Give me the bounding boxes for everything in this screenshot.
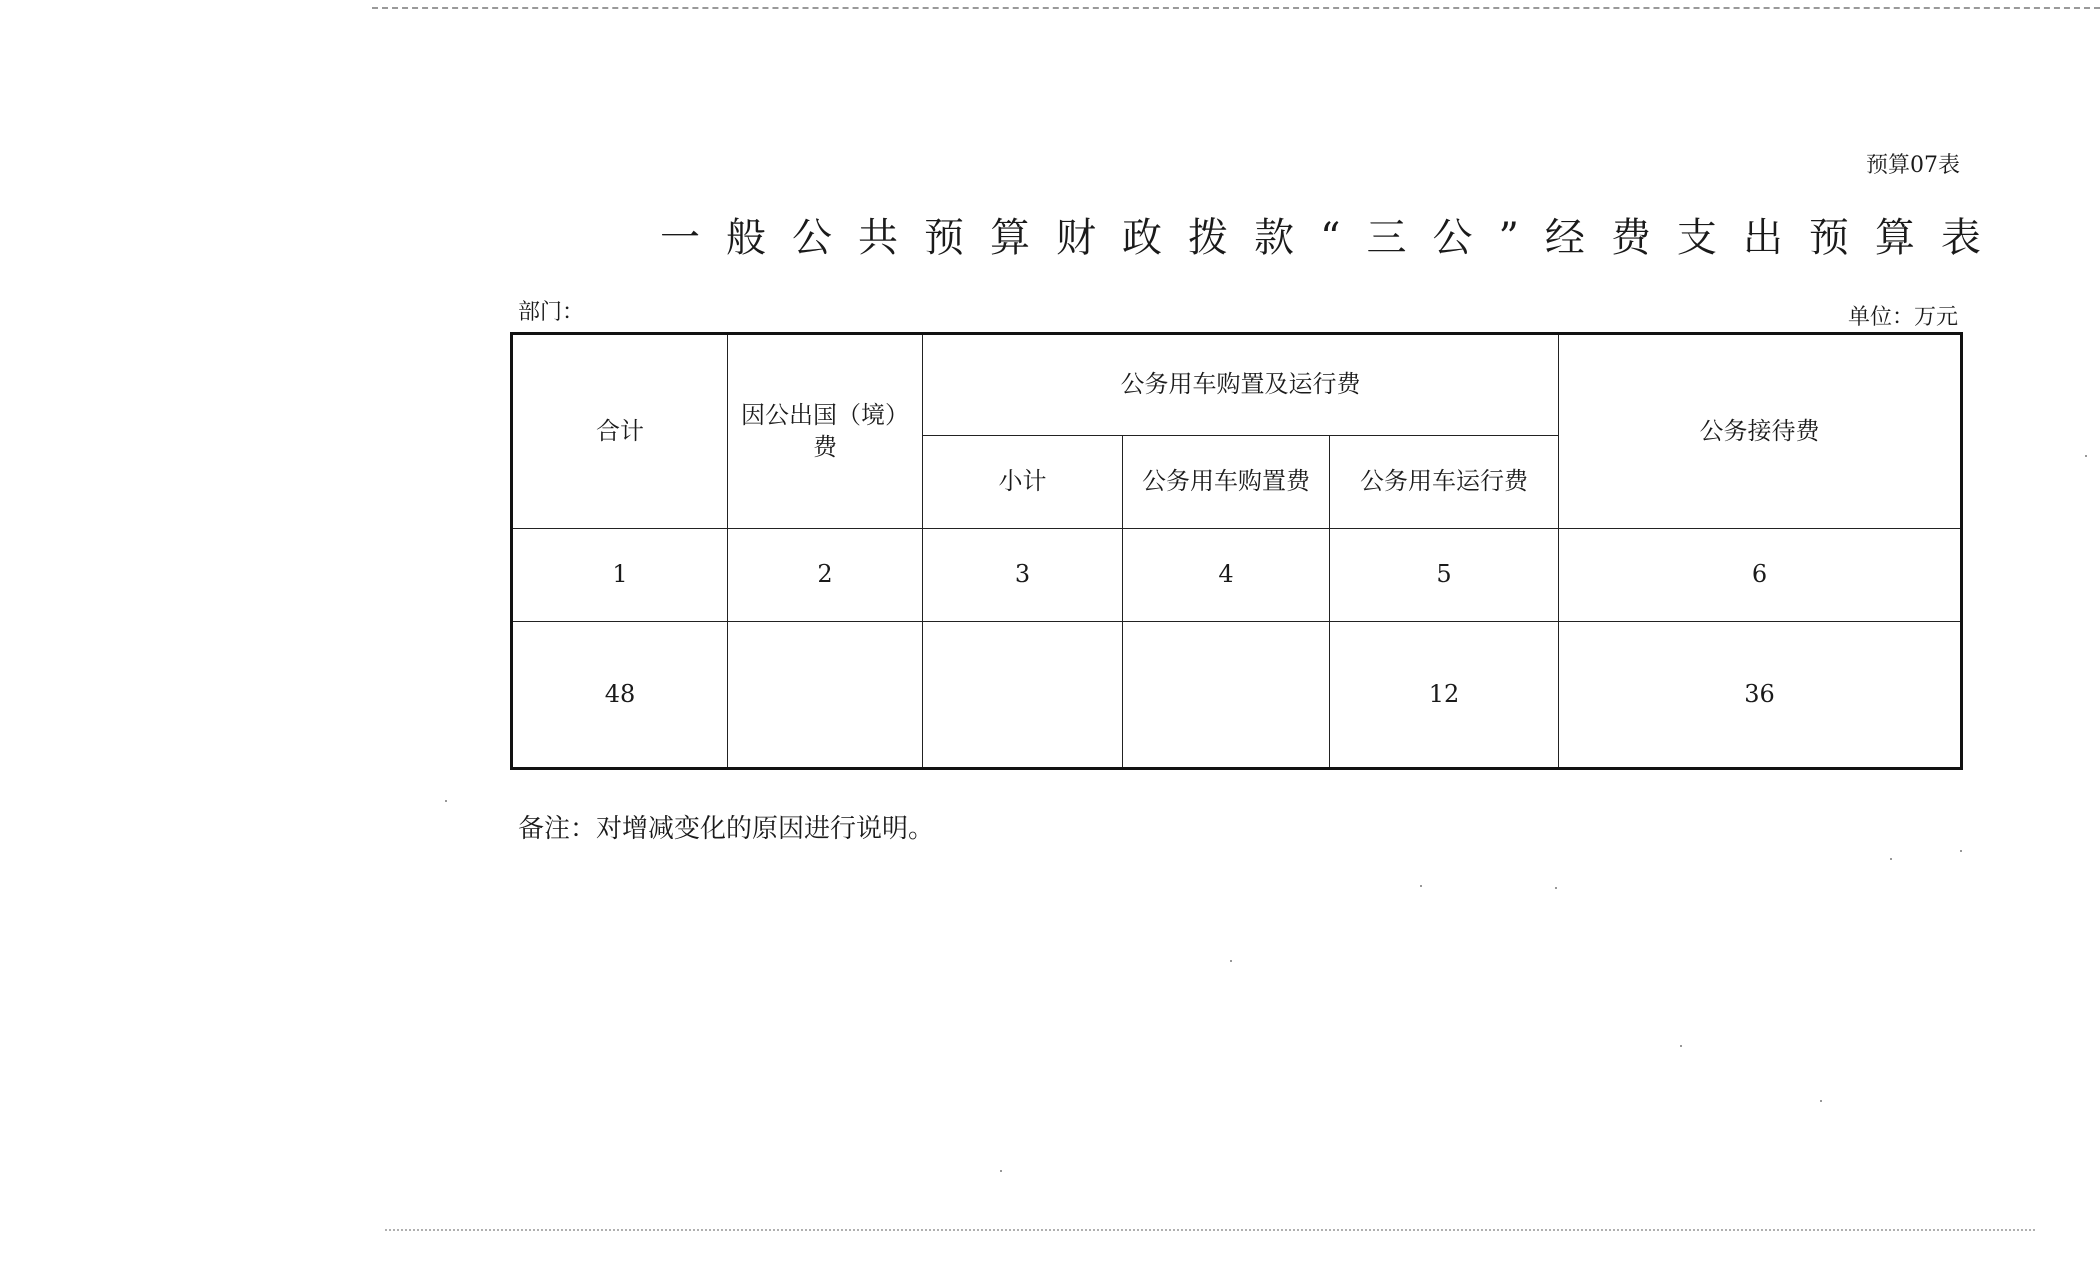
column-number: 4 <box>1123 529 1330 622</box>
header-vehicle-operation: 公务用车运行费 <box>1330 436 1559 529</box>
footnote: 备注：对增减变化的原因进行说明。 <box>518 814 935 844</box>
column-number: 6 <box>1559 529 1962 622</box>
header-vehicle-purchase: 公务用车购置费 <box>1123 436 1330 529</box>
value-row <box>512 622 1962 769</box>
column-number: 1 <box>512 529 728 622</box>
header-row <box>512 334 1962 436</box>
value-reception: 36 <box>1559 622 1962 769</box>
scan-speck <box>445 800 447 802</box>
scan-speck <box>2085 455 2087 457</box>
header-total: 合计 <box>512 334 728 529</box>
value-vehicle-purchase <box>1123 622 1330 769</box>
value-total: 48 <box>512 622 728 769</box>
value-vehicle-operation: 12 <box>1330 622 1559 769</box>
scan-speck <box>1890 858 1892 860</box>
scan-speck <box>1230 960 1232 962</box>
column-number-row <box>512 529 1962 622</box>
header-vehicle-group: 公务用车购置及运行费 <box>923 334 1559 436</box>
budget-table <box>510 332 1963 770</box>
header-vehicle-subtotal: 小计 <box>923 436 1123 529</box>
scan-speck <box>1000 1170 1002 1172</box>
value-overseas <box>728 622 923 769</box>
scan-speck <box>1555 887 1557 889</box>
page-title: 一般公共预算财政拨款“三公”经费支出预算表 <box>660 215 2007 261</box>
department-label: 部门： <box>518 300 585 325</box>
unit-label: 单位：万元 <box>1847 305 1958 330</box>
scan-edge-top <box>372 7 2100 9</box>
value-vehicle-subtotal <box>923 622 1123 769</box>
table-number: 预算07表 <box>1866 153 1960 178</box>
scan-speck <box>1960 850 1962 852</box>
header-overseas: 因公出国（境）费 <box>728 334 923 529</box>
scan-speck <box>1820 1100 1822 1102</box>
scan-speck <box>1680 1045 1682 1047</box>
scan-speck <box>1420 885 1422 887</box>
column-number: 3 <box>923 529 1123 622</box>
header-reception: 公务接待费 <box>1559 334 1962 529</box>
scan-edge-bottom <box>385 1229 2035 1231</box>
column-number: 2 <box>728 529 923 622</box>
column-number: 5 <box>1330 529 1559 622</box>
